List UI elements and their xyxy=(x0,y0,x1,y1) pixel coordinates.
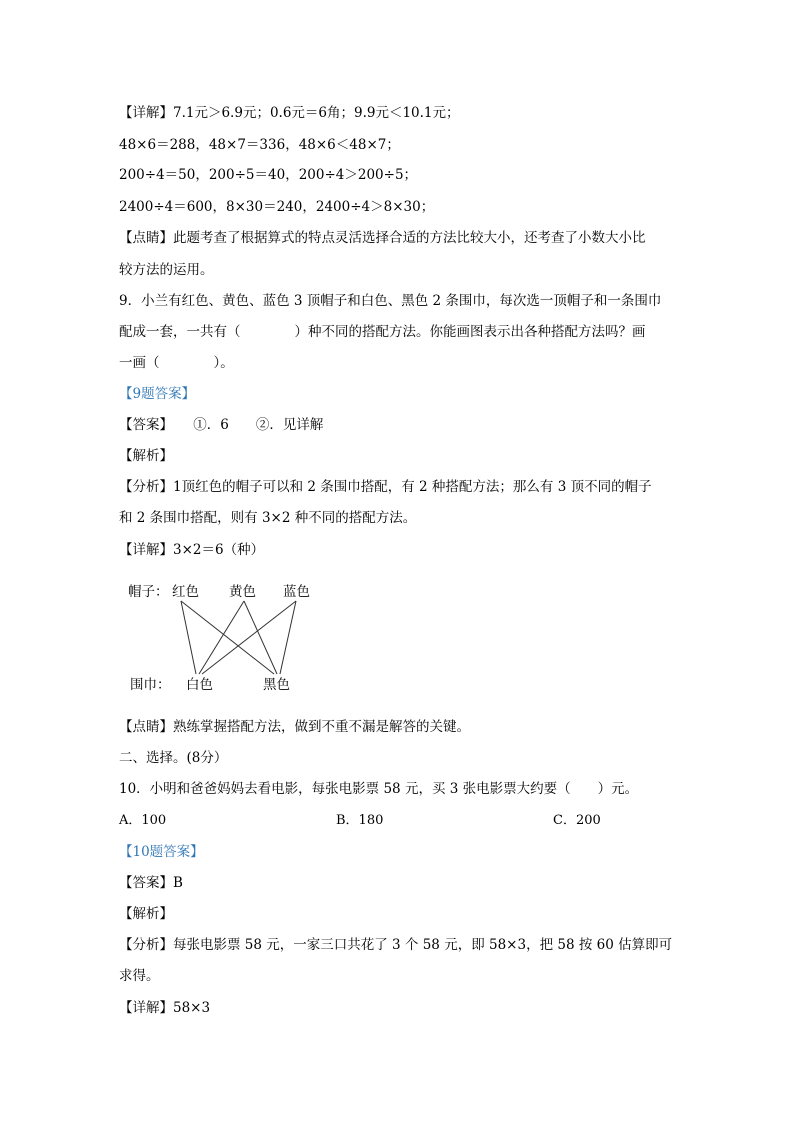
q8-detail-line-2: 48×6＝288，48×7＝336，48×6＜48×7； xyxy=(119,137,400,153)
q8-detail-line-3: 200÷4＝50，200÷5＝40，200÷4＞200÷5； xyxy=(119,167,418,183)
q9-answer-heading: 【9题答案】 xyxy=(119,386,196,402)
hats-label: 帽子： xyxy=(128,584,169,600)
q10-detail: 【详解】58×3 xyxy=(119,1000,211,1016)
q9-answer: 【答案】 ①．6 ②．见详解 xyxy=(119,417,324,433)
hat-blue: 蓝色 xyxy=(283,584,310,600)
q9-detail: 【详解】3×2＝6（种） xyxy=(119,542,265,558)
scarf-black: 黑色 xyxy=(263,677,290,693)
q10-analysis-line-1: 【分析】每张电影票 58 元，一家三口共花了 3 个 58 元，即 58×3，把 58 按 60 估算即可 xyxy=(119,937,673,953)
q9-analysis-line-1: 【分析】1顶红色的帽子可以和 2 条围巾搭配，有 2 种搭配方法；那么有 3 顶不同的帽子 xyxy=(119,479,652,495)
q8-comment-line-1: 【点睛】此题考查了根据算式的特点灵活选择合适的方法比较大小，还考查了小数大小比 xyxy=(119,230,646,246)
q10-option-a: A．100 xyxy=(119,813,167,828)
hat-yellow: 黄色 xyxy=(229,584,256,600)
q10-option-b: B．180 xyxy=(336,813,384,828)
q9-comment: 【点睛】熟练掌握搭配方法，做到不重不漏是解答的关键。 xyxy=(119,719,470,735)
q9-question-line-2: 配成一套，一共有（ ）种不同的搭配方法。你能画图表示出各种搭配方法吗？画 xyxy=(119,324,646,340)
q8-detail-line-4: 2400÷4＝600，8×30＝240，2400÷4＞8×30； xyxy=(119,199,435,215)
q10-option-c: C．200 xyxy=(553,813,601,828)
q10-question: 10．小明和爸爸妈妈去看电影，每张电影票 58 元，买 3 张电影票大约要（ ）元。 xyxy=(119,781,639,797)
q9-analysis-heading: 【解析】 xyxy=(119,448,173,464)
q8-detail-line-1: 【详解】7.1元＞6.9元；0.6元＝6角；9.9元＜10.1元； xyxy=(119,105,460,121)
scarf-white: 白色 xyxy=(186,677,213,693)
q9-analysis-line-2: 和 2 条围巾搭配，则有 3×2 种不同的搭配方法。 xyxy=(119,510,417,526)
q9-question-line-1: 9．小兰有红色、黄色、蓝色 3 顶帽子和白色、黑色 2 条围巾，每次选一顶帽子和一条围巾 xyxy=(119,293,662,309)
section-2-title: 二、选择。(8分） xyxy=(119,750,228,766)
scarves-label: 围巾： xyxy=(130,677,171,693)
q9-question-line-3: 一画（ ）。 xyxy=(119,355,234,371)
hat-red: 红色 xyxy=(172,584,199,600)
q10-answer-heading: 【10题答案】 xyxy=(119,844,204,860)
q10-analysis-line-2: 求得。 xyxy=(119,968,160,984)
q10-analysis-heading: 【解析】 xyxy=(119,906,173,922)
line-red-white xyxy=(181,601,196,674)
hat-scarf-matching-diagram xyxy=(119,575,339,700)
q8-comment-line-2: 较方法的运用。 xyxy=(119,262,214,278)
line-yellow-white xyxy=(199,601,244,674)
q10-answer: 【答案】B xyxy=(119,875,183,891)
